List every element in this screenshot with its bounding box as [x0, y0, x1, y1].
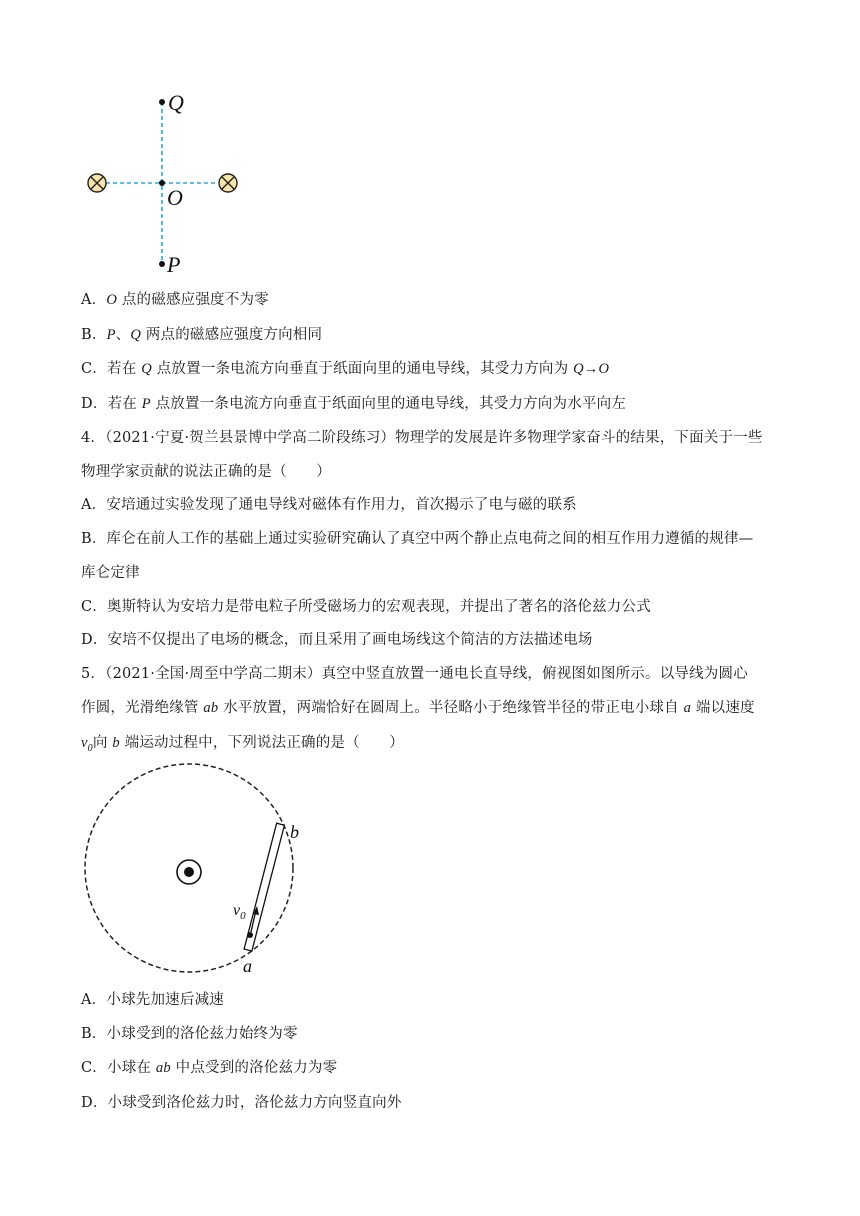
q4-option-b-line1: B．库仑在前人工作的基础上通过实验研究确认了真空中两个静止点电荷之间的相互作用力遵循的规律—: [81, 531, 754, 547]
wire-into-page-right-icon: [219, 174, 237, 192]
label-a: a: [243, 956, 252, 976]
q5-option-a: A．小球先加速后减速: [81, 992, 224, 1008]
q4-option-c: C．奥斯特认为安培力是带电粒子所受磁场力的宏观表现，并提出了著名的洛伦兹力公式: [81, 599, 651, 615]
q4-option-a: A．安培通过实验发现了通电导线对磁体有作用力，首次揭示了电与磁的联系: [81, 497, 577, 513]
label-o: O: [167, 185, 183, 210]
point-q-dot: [159, 99, 165, 105]
q5-option-b: B．小球受到的洛伦兹力始终为零: [81, 1026, 298, 1042]
point-o-dot: [159, 180, 165, 186]
insulating-tube: [244, 823, 284, 951]
q5-stem-line2: 作圆，光滑绝缘管 ab 水平放置，两端恰好在圆周上。半径略小于绝缘管半径的带正电小球自 a 端以速度: [81, 700, 755, 716]
q4-option-d: D．安培不仅提出了电场的概念，而且采用了画电场线这个简洁的方法描述电场: [81, 632, 593, 648]
q5-stem-line1: 5．（2021·全国·周至中学高二期末）真空中竖直放置一通电长直导线，俯视图如图所示。以导线为圆心: [81, 666, 748, 682]
label-v0: $v_0$: [233, 902, 246, 922]
label-p: P: [167, 252, 181, 277]
wire-out-of-page-icon: [177, 860, 201, 884]
q4-stem-line1: 4．（2021·宁夏·贺兰县景博中学高二阶段练习）物理学的发展是许多物理学家奋斗的结果，下面关于一些: [81, 430, 763, 446]
point-p-dot: [159, 261, 165, 267]
label-b: b: [290, 822, 299, 842]
q5-stem-line3: $v_0$向 b 端运动过程中，下列说法正确的是（ ）: [81, 735, 404, 754]
figure-circle-tube-diagram: [80, 762, 320, 980]
q3-option-c: C．若在 Q 点放置一条电流方向垂直于纸面向里的通电导线，其受力方向为 Q→O: [81, 361, 610, 377]
q5-option-c: C．小球在 ab 中点受到的洛伦兹力为零: [81, 1060, 338, 1076]
q4-option-b-line2: 库仑定律: [81, 565, 140, 581]
wire-into-page-left-icon: [88, 174, 106, 192]
q4-stem-line2: 物理学家贡献的说法正确的是（ ）: [81, 464, 331, 480]
q5-option-d: D．小球受到洛伦兹力时，洛伦兹力方向竖直向外: [81, 1095, 402, 1111]
figure-wires-diagram: [80, 88, 260, 278]
q3-option-b: B．P、Q 两点的磁感应强度方向相同: [81, 327, 323, 343]
charged-ball: [247, 932, 253, 938]
q3-option-a: A．O 点的磁感应强度不为零: [81, 292, 269, 308]
q3-option-d: D．若在 P 点放置一条电流方向垂直于纸面向里的通电导线，其受力方向为水平向左: [81, 396, 627, 412]
label-q: Q: [168, 90, 184, 115]
